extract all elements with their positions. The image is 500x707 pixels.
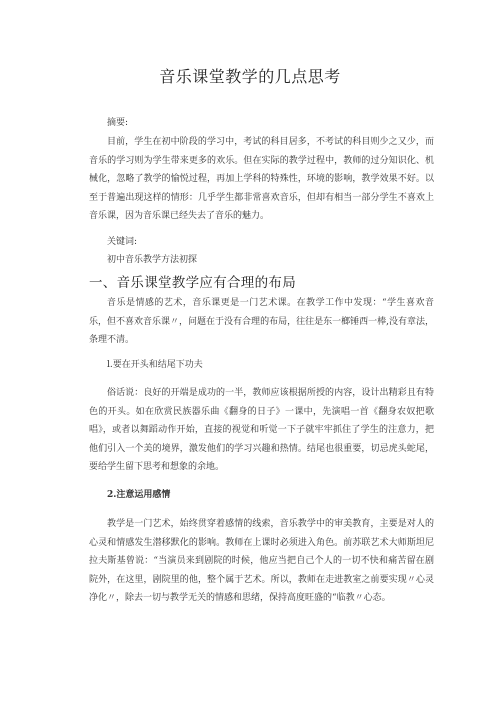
subsection-heading-1: l.要在开头和结尾下功夫 [107, 360, 203, 370]
subsection-heading-2: 2.注意运用感情 [107, 490, 171, 500]
abstract-text: 目前，学生在初中阶段的学习中，考试的科目居多，不考试的科目则少之又少，而音乐的学习则为学生带来更多的欢乐。但在实际的教学过程中，教师的过分知识化、机械化，忽略了教学的愉悦过程，再加上学科的特殊性，环境的影响，教学效果不好。以至于普遍出现这样的情形：几乎学生都非常喜欢音乐，但却有相当一部分学生不喜欢上音乐课，因为音乐课已经失去了音乐的魅力。 [89, 137, 434, 221]
section-paragraph: 音乐是情感的艺术，音乐课更是一门艺术课。在教学工作中发现：“学生喜欢音乐，但不喜欢音乐课〃，问题在于没有合理的布局，往往是东一榔锤西一棒,没有章法，条理不清。 [89, 298, 434, 345]
keywords-text: 初中音乐教学方法初探 [107, 255, 198, 265]
keywords-label: 关键词: [107, 237, 138, 247]
section-heading: 一、音乐课堂教学应有合理的布局 [89, 275, 296, 291]
subsection-paragraph-1: 俗话说：良好的开端是成功的一半，教师应该根据所授的内容，设计出精彩且有特色的开头。如在欣赏民族器乐曲《翻身的日子》一课中，先演唱一首《翻身农奴把歌唱》，或者以舞蹈动作开始，直接的视觉和听觉一下子就牢牢抓住了学生的注意力，把他们引入一个美的境界，激发他们的学习兴趣和热情。结尾也很重要，切忌虎头蛇尾，要给学生留下思考和想象的余地。 [89, 388, 434, 472]
document-title: 音乐课堂教学的几点思考 [159, 67, 341, 86]
abstract-label: 摘要: [107, 118, 129, 128]
subsection-paragraph-2: 教学是一门艺术，始终贯穿着感情的线索，音乐教学中的审美教育，主要是对人的心灵和情感发生潜移默化的影响。教师在上课时必须进入角色。前苏联艺术大师斯坦尼拉夫斯基曾说：“当演员来到剧院的时候，他应当把自己个人的一切不快和痛苦留在剧院外，在这里，剧院里的他，整个属于艺术。所以，教师在走进教室之前要实现〃心灵净化〃，除去一切与教学无关的情感和思绪，保持高度旺盛的“临教〃心态。 [89, 519, 434, 603]
